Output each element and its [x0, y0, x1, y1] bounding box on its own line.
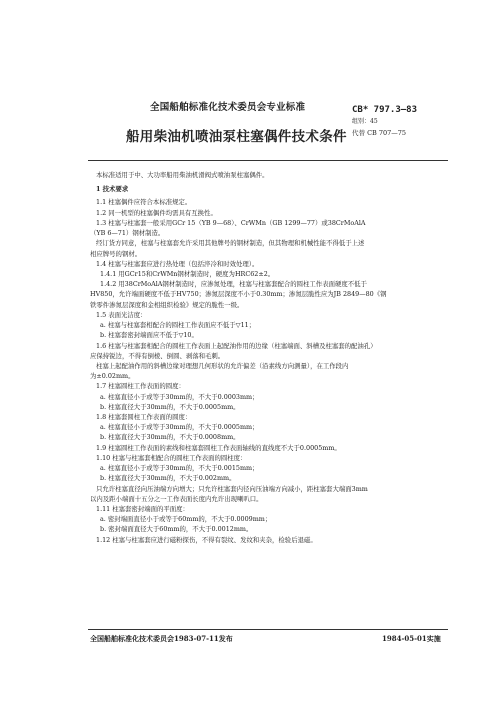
body-paragraph: a. 柱塞直径小于或等于30mm的，不大于0.0005mm；: [100, 423, 259, 432]
body-paragraph: 1.9 柱塞圆柱工作表面的素线和柱塞套圆柱工作表面轴线的直线度不大于0.0005mm。: [96, 443, 341, 452]
body-paragraph: 柱塞上起配油作用的斜槽边缘对理想几何形状的允许偏差（沿素线方向测量），在工作段内: [96, 361, 349, 370]
body-paragraph: 铁零件渗氮层深度和金相组织检验》规定的脆性一级。: [90, 300, 244, 309]
body-paragraph: 1.7 柱塞圆柱工作表面的圆度：: [96, 382, 185, 391]
body-paragraph: 1.10 柱塞与柱塞套相配合的圆柱工作表面的圆柱度：: [96, 453, 247, 462]
body-paragraph: a. 柱塞与柱塞套相配合的圆柱工作表面应不低于▽11；: [100, 321, 256, 330]
body-paragraph: b. 柱塞直径大于30mm的，不大于0.0005mm。: [100, 402, 240, 411]
body-paragraph: b. 柱塞套密封端面应不低于▽10。: [100, 331, 198, 340]
header-rule: [88, 160, 448, 161]
body-paragraph: 应保持锐边，不得有倒棱、倒圆、剥落和毛刺。: [90, 351, 225, 360]
body-paragraph: 1.4 柱塞与柱塞套应进行热处理（包括淬冷和时效处理）。: [96, 259, 259, 268]
group-number: 组别：45: [352, 118, 378, 125]
body-paragraph: 1.3 柱塞与柱塞套一般采用GCr 15（YB 9—68）、CrWMn（GB 1299—77）或38CrMoAlA: [96, 218, 366, 227]
body-paragraph: （YB 6—71）钢材制造。: [90, 229, 165, 238]
body-paragraph: 只允许柱塞直径向压油端方向增大；只允许柱塞套内径向压油端方向减小，距柱塞套大端面3mm: [96, 484, 368, 493]
body-paragraph: 1.5 表面光洁度：: [96, 310, 147, 319]
body-paragraph: 1.12 柱塞与柱塞套应进行磁粉探伤，不得有裂纹、发纹和夹杂，检验后退磁。: [96, 535, 317, 544]
body-paragraph: a. 柱塞直径小于或等于30mm的，不大于0.0015mm；: [100, 464, 259, 473]
body-paragraph: 经订货方同意，柱塞与柱塞套允许采用其他牌号的钢材制造，但其物理和机械性能不得低于上述: [96, 239, 365, 248]
body-paragraph: 1.4.1 用GCr15和CrWMn钢材制造时，硬度为HRC62±2。: [100, 269, 275, 278]
body-paragraph: 1.6 柱塞与柱塞套相配合的圆柱工作表面上起配油作用的边缘（柱塞端面、斜槽及柱塞套的配油孔）: [96, 341, 377, 350]
replaces-standard: 代替 CB 707—75: [352, 129, 407, 137]
effective-date: 1984-05-01实施: [382, 634, 441, 643]
body-paragraph: a. 密封端面直径小于或等于60mm的，不大于0.0009mm；: [100, 515, 272, 524]
footer-rule: [88, 629, 448, 630]
body-paragraph: 1.8 柱塞套圆柱工作表面的圆度：: [96, 413, 192, 422]
body-paragraph: b. 密封端面直径大于60mm的，不大于0.0012mm。: [100, 525, 253, 534]
body-paragraph: b. 柱塞直径大于30mm的，不大于0.0008mm。: [100, 433, 240, 442]
body-paragraph: 为±0.02mm。: [90, 372, 135, 381]
body-paragraph: a. 柱塞直径小于或等于30mm的，不大于0.0003mm；: [100, 392, 259, 401]
body-paragraph: HV850，允许端面硬度不低于HV750；渗氮层深度不小于0.30mm；渗氮层脆性应为JB 2849—80《钢: [90, 290, 387, 299]
body-paragraph: 1.1 柱塞偶件应符合本标准规定。: [96, 198, 192, 207]
document-title: 船用柴油机喷油泵柱塞偶件技术条件: [126, 129, 347, 145]
publication-date: 全国船舶标准化技术委员会1983-07-11发布: [90, 634, 233, 643]
document-body: [90, 172, 450, 547]
section-heading: 1 技术要求: [96, 184, 129, 193]
body-paragraph: 本标准适用于中、大功率船用柴油机滑阀式喷油泵柱塞偶件。: [96, 171, 269, 179]
standard-code: CB* 797.3—83: [352, 105, 418, 115]
body-paragraph: 1.4.2 用38CrMoAlA钢材制造时，应渗氮处理，柱塞与柱塞套配合的圆柱工作表面硬度不低于: [100, 280, 367, 289]
issuing-organization: 全国船舶标准化技术委员会专业标准: [150, 102, 306, 113]
body-paragraph: 相应牌号的钢材。: [90, 249, 142, 258]
body-paragraph: 1.11 柱塞套密封端面的平面度：: [96, 505, 189, 513]
body-paragraph: b. 柱塞直径大于30mm的，不大于0.002mm。: [100, 474, 236, 483]
body-paragraph: 以内及距小端面十五分之一工作表面长度内允许出现喇叭口。: [90, 494, 263, 503]
body-paragraph: 1.2 同一机型的柱塞偶件均需具有互换性。: [96, 208, 217, 217]
